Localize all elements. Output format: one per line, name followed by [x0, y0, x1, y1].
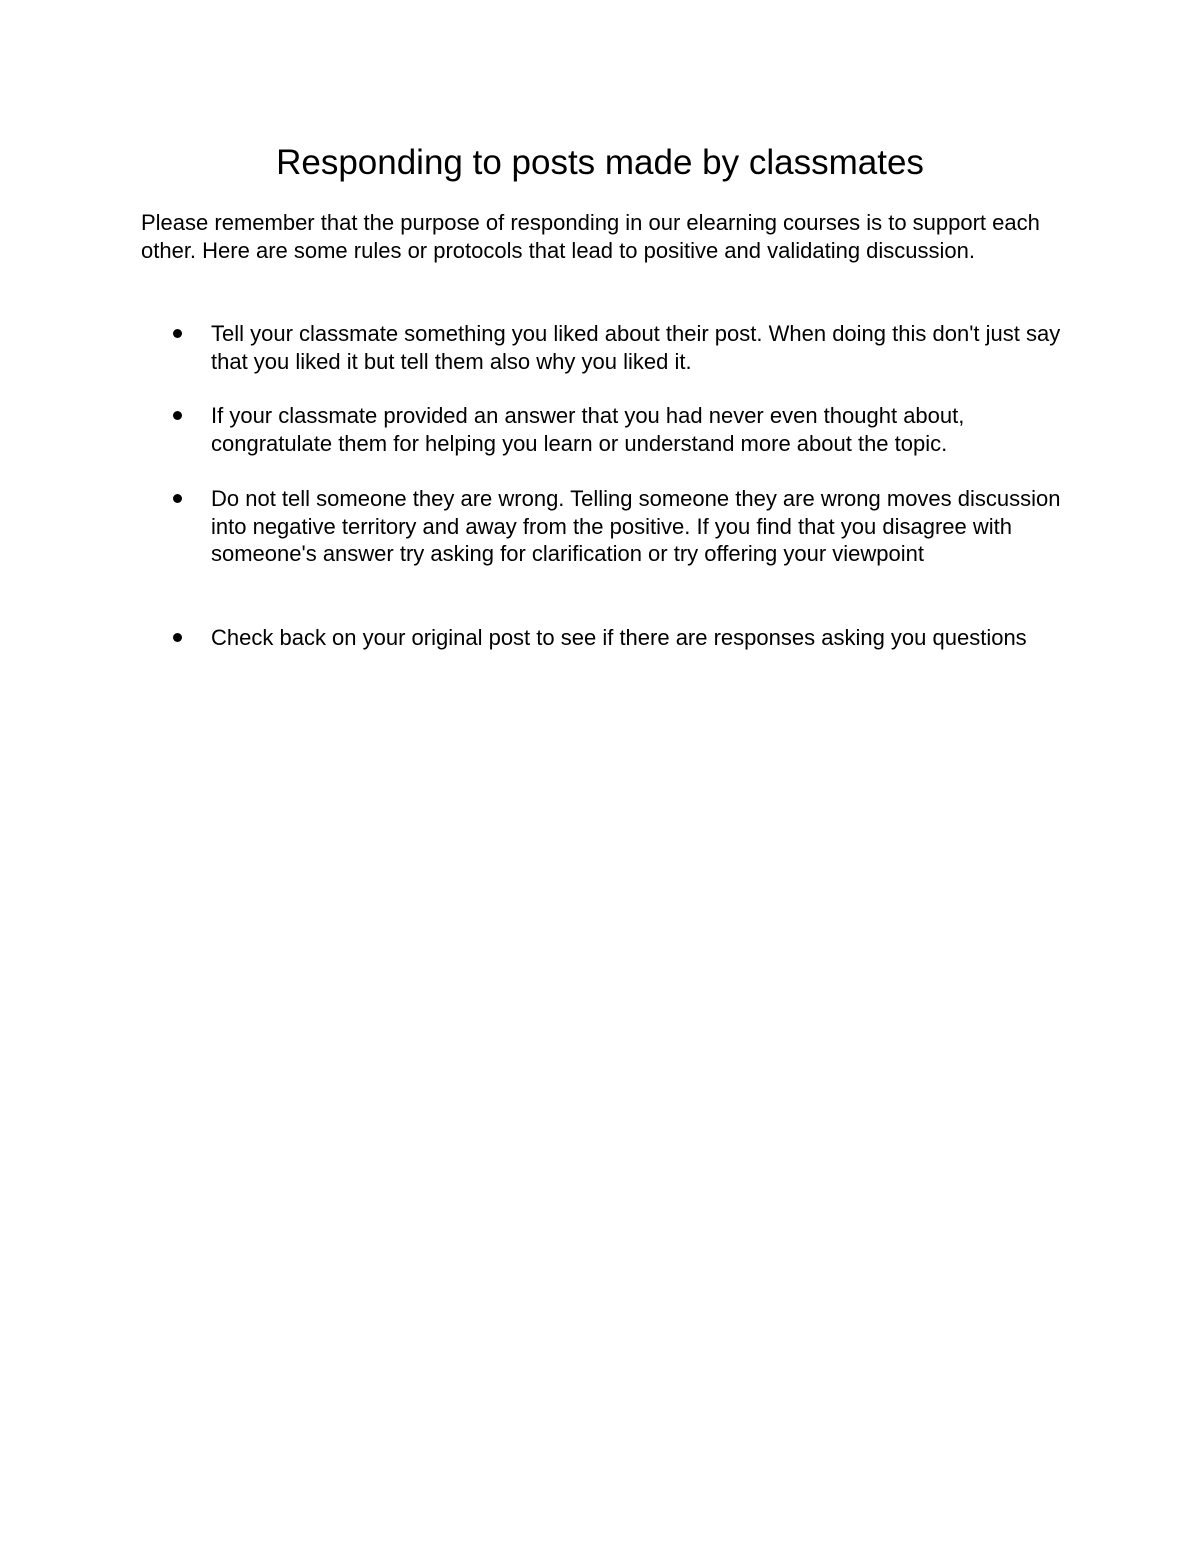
bullet-icon	[173, 633, 182, 642]
list-item-text: Do not tell someone they are wrong. Telling someone they are wrong moves discussion into negative territory and away from the positive. If you find that you disagree with someone's answer try asking for clarification or try offering your viewpoint	[211, 486, 1061, 566]
intro-paragraph: Please remember that the purpose of responding in our elearning courses is to support each other. Here are some rules or protocols that lead to positive and validating discussion.	[141, 210, 1040, 263]
bullet-icon	[173, 329, 182, 338]
list-item-text: Check back on your original post to see if there are responses asking you questions	[211, 625, 1027, 650]
document-title: Responding to posts made by classmates	[276, 143, 924, 182]
bullet-icon	[173, 411, 182, 420]
list-item-text: If your classmate provided an answer that you had never even thought about, congratulate them for helping you learn or understand more about the topic.	[211, 403, 965, 456]
list-item-text: Tell your classmate something you liked about their post. When doing this don't just say that you liked it but tell them also why you liked it.	[211, 321, 1061, 374]
bullet-icon	[173, 494, 182, 503]
